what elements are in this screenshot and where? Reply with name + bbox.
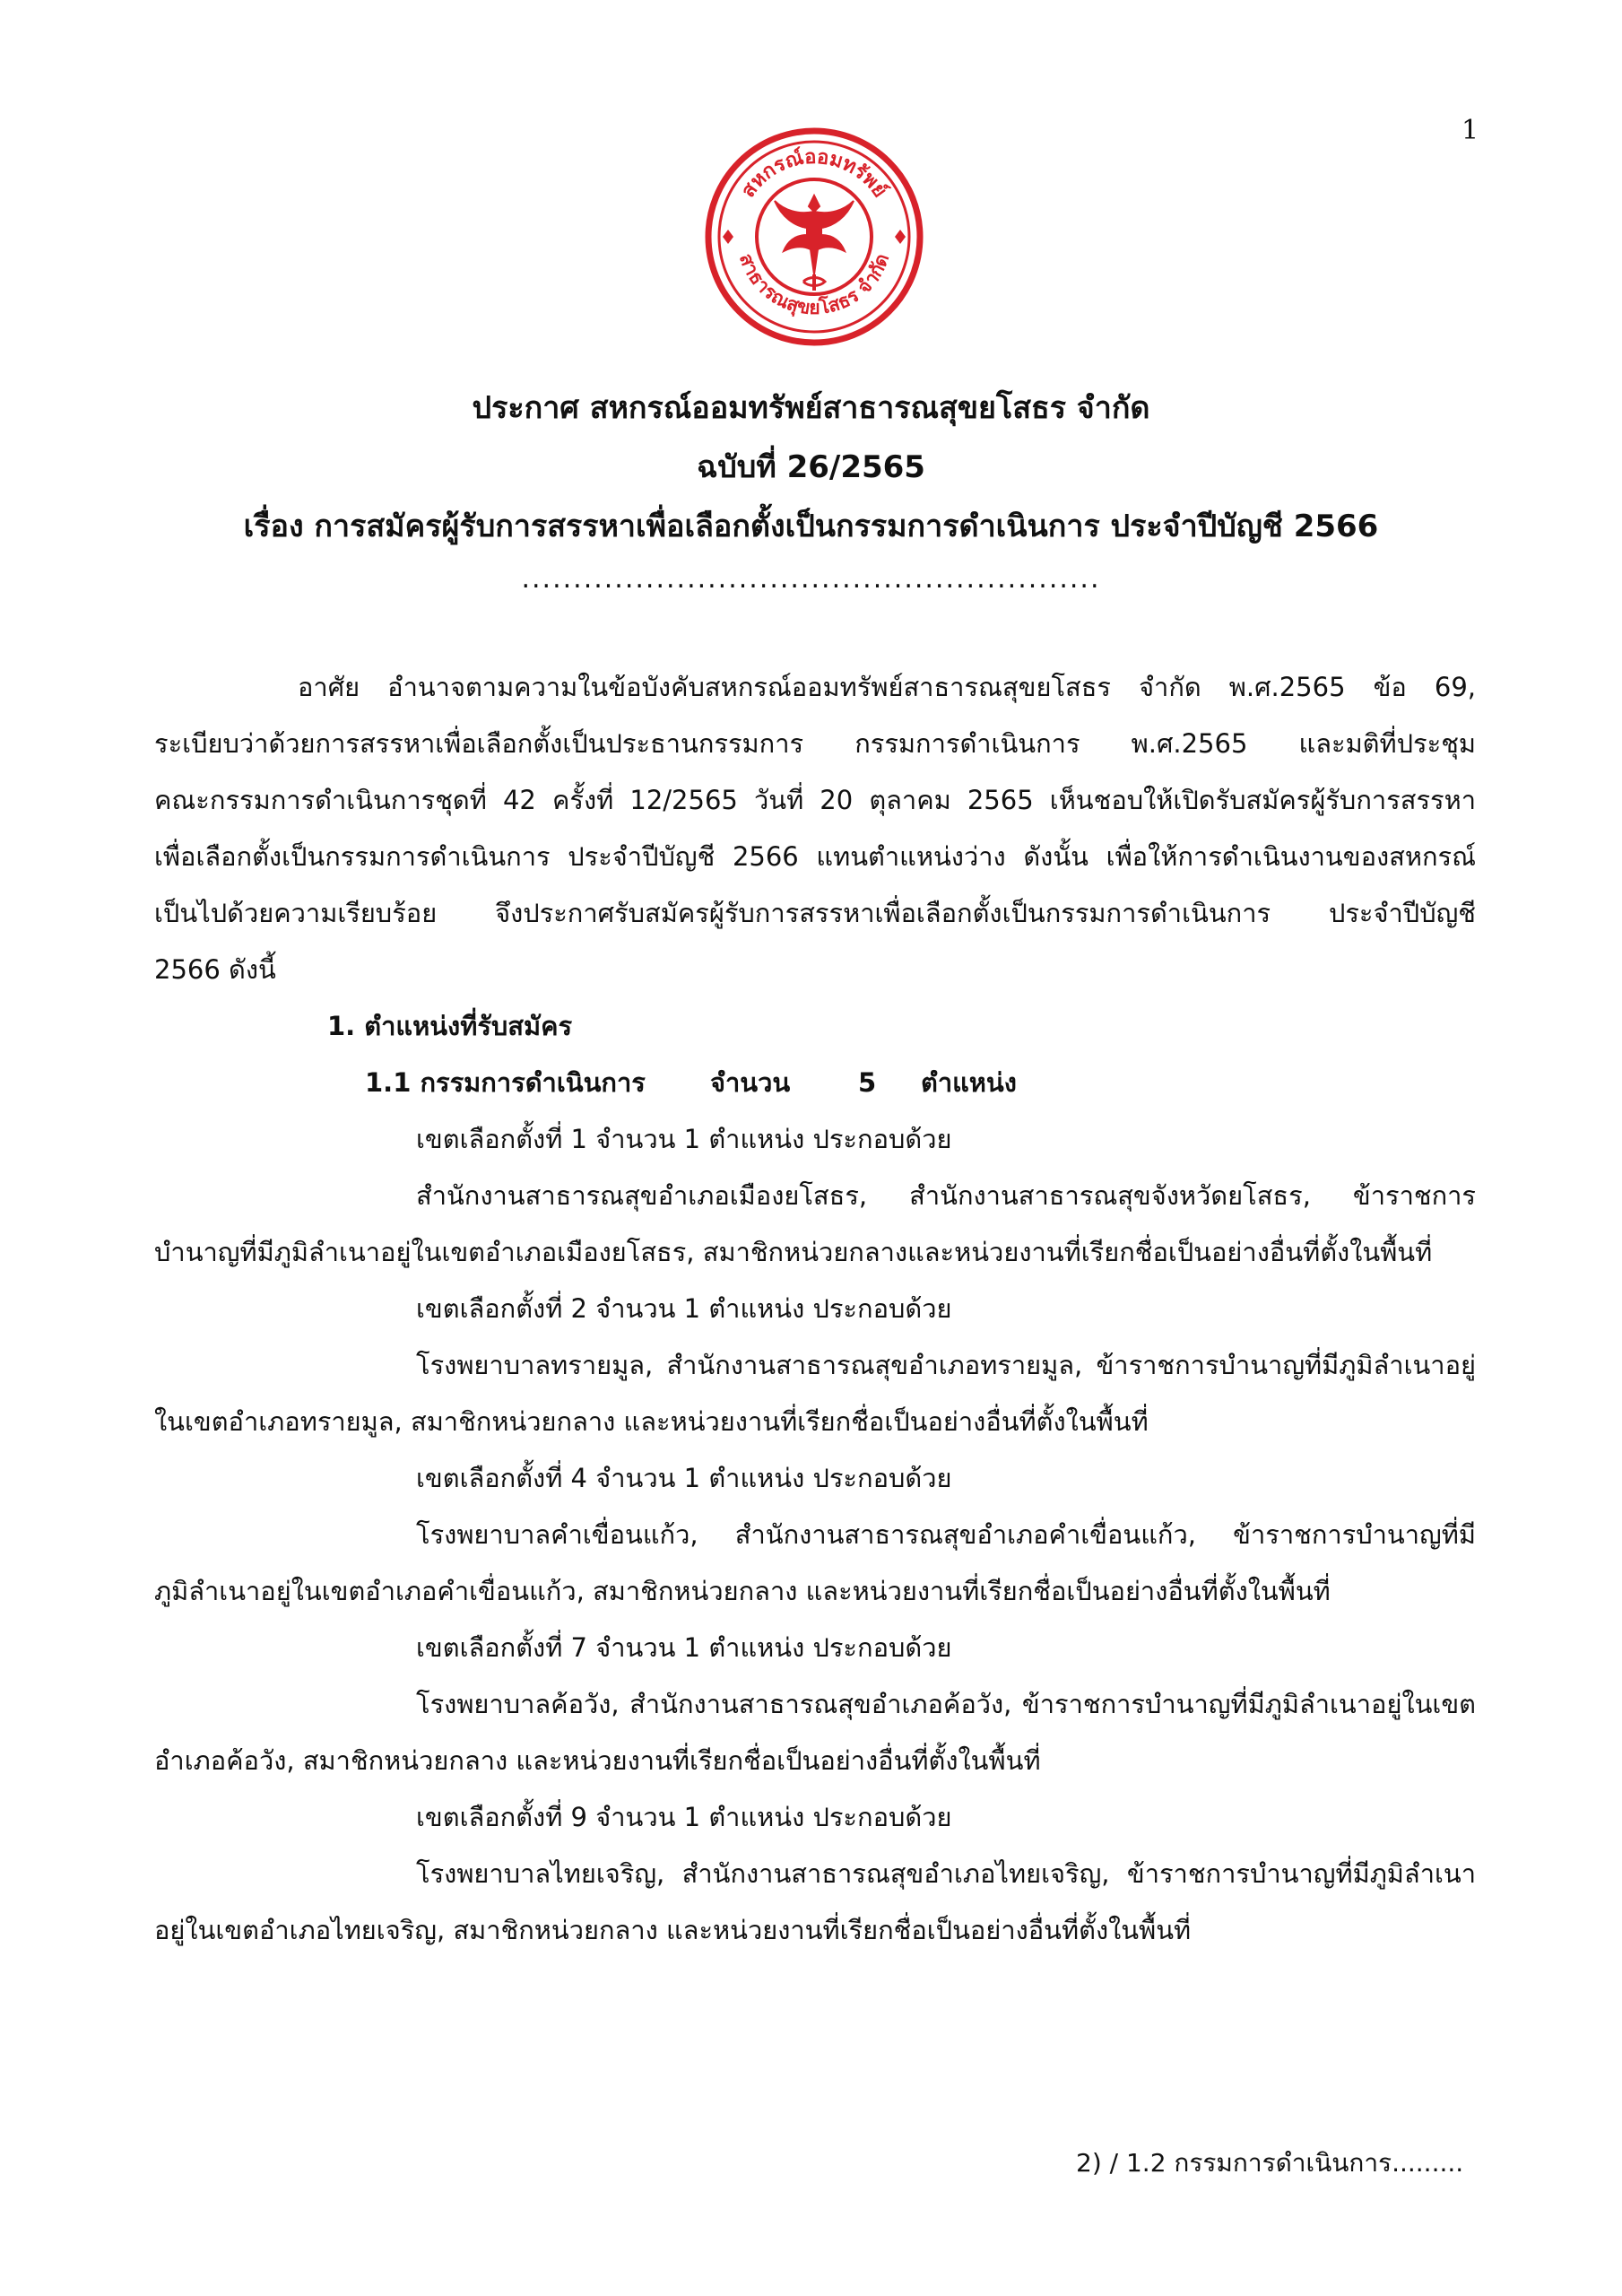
subsection-unit: ตำแหน่ง — [921, 1067, 1017, 1098]
zone-9-desc-line-1: โรงพยาบาลไทยเจริญ, สำนักงานสาธารณสุขอำเภอไทยเจริญ, ข้าราชการบำนาญที่มีภูมิลำเนา — [416, 1858, 1476, 1889]
intro-line-5: เป็นไปด้วยความเรียบร้อย จึงประกาศรับสมัครผู้รับการสรรหาเพื่อเลือกตั้งเป็นกรรมการดำเนินการ ประจำปีบัญชี — [154, 898, 1476, 928]
zone-1-desc-line-2: บำนาญที่มีภูมิลำเนาอยู่ในเขตอำเภอเมืองยโสธร, สมาชิกหน่วยกลางและหน่วยงานที่เรียกชื่อเป็นอย่างอื่นที่ตั้งในพื้นที่ — [154, 1237, 1433, 1267]
zone-7-heading: เขตเลือกตั้งที่ 7 จำนวน 1 ตำแหน่ง ประกอบด้วย — [416, 1632, 952, 1663]
svg-text:สาธารณสุขยโสธร จำกัด: สาธารณสุขยโสธร จำกัด — [734, 250, 894, 319]
zone-9-desc-line-2: อยู่ในเขตอำเภอไทยเจริญ, สมาชิกหน่วยกลาง และหน่วยงานที่เรียกชื่อเป็นอย่างอื่นที่ตั้งในพื้นที่ — [154, 1915, 1192, 1945]
zone-4-desc-line-1: โรงพยาบาลคำเขื่อนแก้ว, สำนักงานสาธารณสุขอำเภอคำเขื่อนแก้ว, ข้าราชการบำนาญที่มี — [416, 1519, 1476, 1550]
subsection-count: 5 — [858, 1067, 877, 1098]
title-divider-dots: ........................................................ — [521, 563, 1101, 595]
zone-2-desc-line-2: ในเขตอำเภอทรายมูล, สมาชิกหน่วยกลาง และหน่วยงานที่เรียกชื่อเป็นอย่างอื่นที่ตั้งในพื้นที่ — [154, 1406, 1149, 1437]
announcement-header — [0, 378, 1622, 610]
zone-7-desc-line-2: อำเภอค้อวัง, สมาชิกหน่วยกลาง และหน่วยงานที่เรียกชื่อเป็นอย่างอื่นที่ตั้งในพื้นที่ — [154, 1745, 1041, 1776]
subsection-1-1-heading — [154, 1055, 1476, 1111]
cooperative-seal-logo — [701, 124, 927, 350]
zone-4-heading: เขตเลือกตั้งที่ 4 จำนวน 1 ตำแหน่ง ประกอบด้วย — [416, 1463, 952, 1493]
page-number: 1 — [1462, 115, 1479, 146]
zone-2-heading: เขตเลือกตั้งที่ 2 จำนวน 1 ตำแหน่ง ประกอบด้วย — [416, 1293, 952, 1324]
zone-9-heading: เขตเลือกตั้งที่ 9 จำนวน 1 ตำแหน่ง ประกอบด้วย — [416, 1802, 952, 1832]
announcement-title: ประกาศ สหกรณ์ออมทรัพย์สาธารณสุขยโสธร จำกัด — [472, 390, 1150, 426]
announcement-number: ฉบับที่ 26/2565 — [697, 449, 925, 485]
zone-4-desc-line-2: ภูมิลำเนาอยู่ในเขตอำเภอคำเขื่อนแก้ว, สมาชิกหน่วยกลาง และหน่วยงานที่เรียกชื่อเป็นอย่างอื่นที่ตั้งในพื้นที่ — [154, 1576, 1331, 1606]
intro-line-6: 2566 ดังนี้ — [154, 954, 276, 985]
zone-2-desc-line-1: โรงพยาบาลทรายมูล, สำนักงานสาธารณสุขอำเภอทรายมูล, ข้าราชการบำนาญที่มีภูมิลำเนาอยู่ — [416, 1350, 1476, 1380]
intro-line-3: คณะกรรมการดำเนินการชุดที่ 42 ครั้งที่ 12/2565 วันที่ 20 ตุลาคม 2565 เห็นชอบให้เปิดรับสมัครผู้รับการสรรหา — [154, 785, 1476, 815]
subsection-label: 1.1 กรรมการดำเนินการ — [365, 1067, 646, 1098]
zone-7-desc-line-1: โรงพยาบาลค้อวัง, สำนักงานสาธารณสุขอำเภอค้อวัง, ข้าราชการบำนาญที่มีภูมิลำเนาอยู่ในเขต — [416, 1689, 1476, 1719]
intro-line-1: อาศัย อำนาจตามความในข้อบังคับสหกรณ์ออมทรัพย์สาธารณสุขยโสธร จำกัด พ.ศ.2565 ข้อ 69, — [298, 672, 1476, 702]
section-1-heading: 1. ตำแหน่งที่รับสมัคร — [327, 1011, 573, 1041]
announcement-subject: เรื่อง การสมัครผู้รับการสรรหาเพื่อเลือกตั้งเป็นกรรมการดำเนินการ ประจำปีบัญชี 2566 — [243, 509, 1379, 544]
intro-line-4: เพื่อเลือกตั้งเป็นกรรมการดำเนินการ ประจำปีบัญชี 2566 แทนตำแหน่งว่าง ดังนั้น เพื่อให้การดำเนินงานของสหกรณ์ — [154, 841, 1476, 872]
subsection-count-label: จำนวน — [710, 1067, 791, 1098]
svg-text:สหกรณ์ออมทรัพย์: สหกรณ์ออมทรัพย์ — [737, 145, 891, 202]
announcement-body — [154, 659, 1476, 1959]
zone-1-desc-line-1: สำนักงานสาธารณสุขอำเภอเมืองยโสธร, สำนักงานสาธารณสุขจังหวัดยโสธร, ข้าราชการ — [416, 1180, 1476, 1211]
continuation-note: 2) / 1.2 กรรมการดำเนินการ......... — [1076, 2148, 1464, 2178]
intro-line-2: ระเบียบว่าด้วยการสรรหาเพื่อเลือกตั้งเป็นประธานกรรมการ กรรมการดำเนินการ พ.ศ.2565 และมติที่ประชุม — [154, 728, 1476, 759]
zone-1-heading: เขตเลือกตั้งที่ 1 จำนวน 1 ตำแหน่ง ประกอบด้วย — [416, 1124, 952, 1154]
